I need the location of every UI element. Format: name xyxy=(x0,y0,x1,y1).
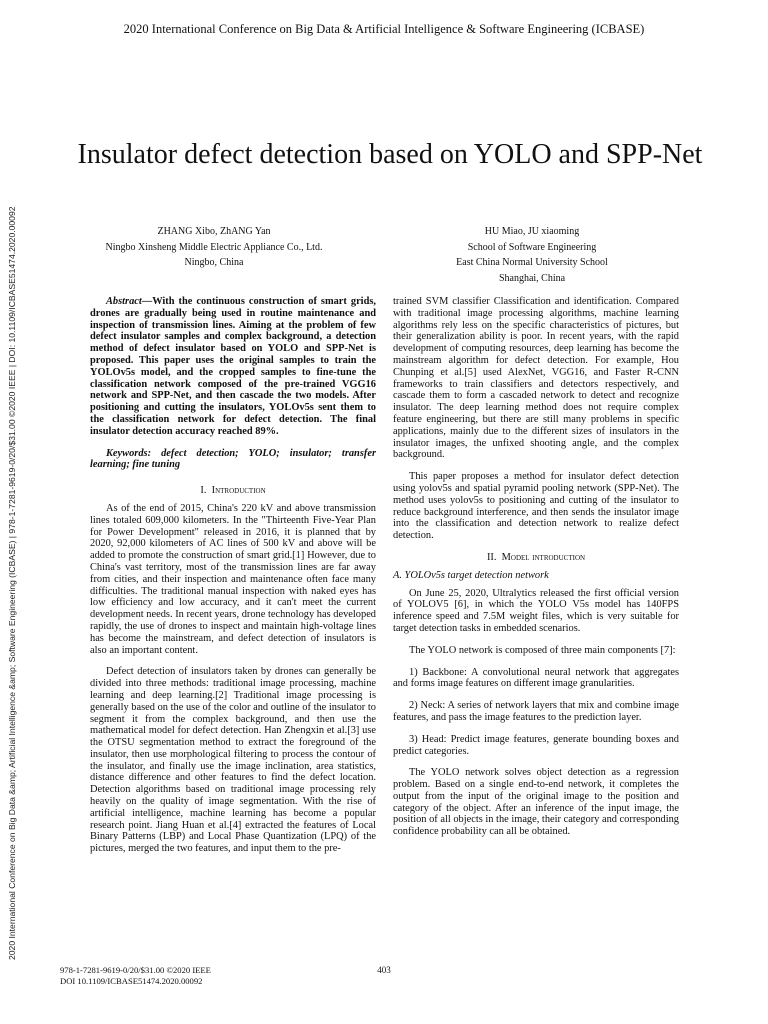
author-block-right xyxy=(382,224,682,286)
body-paragraph-method: This paper proposes a method for insulator defect detection using yolov5s and spatial pyramid pooling network (SPP-Net). The method uses yolov5s to positioning and cutting of the insulator to reduce background interference, and then sends the insulator image into the classification and detection network to realize defect detection. xyxy=(393,471,679,542)
section-heading-model xyxy=(393,552,679,564)
conference-header: 2020 International Conference on Big Data & Artificial Intelligence & Software Engineering (ICBASE) xyxy=(123,22,645,36)
sidebar-citation: 2020 International Conference on Big Data &amp; Artificial Intelligence &amp; Software Engineering (ICBASE) | 978-1-7281-9619-0/20/$31.00 ©2020 IEEE | DOI: 10.1109/ICBASE51474.2020.00092 xyxy=(7,206,17,960)
keywords: Keywords: defect detection; YOLO; insulator; transfer learning; fine tuning xyxy=(90,447,376,471)
author-names: ZHANG Xibo, ZhANG Yan xyxy=(157,226,271,237)
section-title: Introduction xyxy=(211,485,266,497)
author-block-left xyxy=(64,224,364,271)
list-item-neck: 2) Neck: A series of network layers that mix and combine image features, and pass the image features to the prediction layer. xyxy=(393,700,679,723)
section-title: Model introduction xyxy=(501,551,586,563)
intro-paragraph-1: As of the end of 2015, China's 220 kV and above transmission lines totaled 609,000 kilometers. In the "Thirteenth Five-Year Plan for Power Development" released in 2016, it is planned that by 2020, 92,000 kilometers of AC lines of 500 kV and above will be added to promote the construction of smart grid.[1] However, due to China's vast territory, most of the transmission lines are far away from cities, and their inspection and maintenance often face many difficulties. The traditional manual inspection with naked eyes has low efficiency and low accuracy, and it can't meet the current development needs. In recent years, drone technology has developed rapidly, the use of drones to inspect and maintain high-voltage lines has become the mainstream, and defect detection of insulators is also an important content. xyxy=(90,502,376,656)
body-paragraph-continued: trained SVM classifier Classification and identification. Compared with traditional image processing algorithms, machine learning algorithms rely less on the specific characteristics of pictures, but their generalization ability is poor. In recent years, with the rapid development of computing resources, deep learning has become the mainstream algorithm for defect detection. For example, Hou Chunping et al.[5] used AlexNet, VGG16, and Faster R-CNN frameworks to train classifiers and detectors respectively, and cascade them to form a cascaded network to detect and recognize insulator. The deep learning method does not require complex feature engineering, but there are still many problems in specific applications, mainly due to the different sizes of insulators in the insulator images, the unfixed shooting angle, and the complex background. xyxy=(393,296,679,461)
body-paragraph: The YOLO network solves object detection as a regression problem. Based on a single end-to-end network, it completes the output from the input of the original image to the position and category of the object. After an inference of the input image, the position of all objects in the image, their category and corresponding confidence probability can all be obtained. xyxy=(393,767,679,838)
body-paragraph: The YOLO network is composed of three main components [7]: xyxy=(409,644,676,656)
footer-doi: DOI 10.1109/ICBASE51474.2020.00092 xyxy=(60,975,203,986)
abstract-label: Abstract xyxy=(106,296,142,307)
intro-paragraph-2: Defect detection of insulators taken by drones can generally be divided into three methods: traditional image processing, machine learning and deep learning.[2] Traditional image processing is generally based on the use of the color and outline of the insulator to segment it from the complex background, and then use the mathematical model for defect detection. Han Zhengxin et al.[3] use the OTSU segmentation method to extract the foreground of the insulator, then use morphological filtering to process the contour of the insulator, and finally use the image inclination, area statistics, distance difference and other features to find the defect location. Detection algorithms based on traditional image processing rely heavily on the quality of image segmentation. With the rise of artificial intelligence, machine learning has become a popular research point. Jiang Huan et al.[4] extracted the features of Local Binary Patterns (LBP) and Local Phase Quantization (LPQ) of the pictures, merged the two features, and input them to the pre- xyxy=(90,666,376,855)
list-item-head: 3) Head: Predict image features, generate bounding boxes and predict categories. xyxy=(393,733,679,757)
author-affiliation: School of Software Engineering xyxy=(467,241,597,253)
list-item-backbone: 1) Backbone: A convolutional neural network that aggregates and forms image features on different image granularities. xyxy=(393,666,679,690)
left-column xyxy=(90,296,376,865)
abstract-text: —With the continuous construction of smart grids, drones are gradually being used in routine maintenance and inspection of transmission lines. Aiming at the problem of few defect insulator samples and complex background, a detection method of defect insulator based on YOLO and SPP-Net is proposed. This paper uses the original samples to train the YOLOv5s model, and the cropped samples to fine-tune the classification network composed of the pre-trained VGG16 network and SPP-Net, and then cascade the two models. After positioning and cutting the insulators, YOLOv5s sent them to the classification network for defect detection. The final insulator detection accuracy reached 89%. xyxy=(90,296,376,437)
page-number: 403 xyxy=(377,965,391,975)
body-paragraph: On June 25, 2020, Ultralytics released the first official version of YOLOV5 [6], in which the YOLO V5s model has 140FPS inference speed and 7.5M weight files, which is very suitable for target detection tasks in embedded scenarios. xyxy=(393,587,679,634)
author-affiliation-2: East China Normal University School xyxy=(456,257,608,268)
subsection-heading: A. YOLOv5s target detection network xyxy=(393,569,549,581)
section-number: I. xyxy=(200,485,207,497)
section-heading-introduction xyxy=(90,485,376,497)
author-affiliation: Ningbo Xinsheng Middle Electric Appliance Co., Ltd. xyxy=(105,241,323,253)
author-names: HU Miao, JU xiaoming xyxy=(484,226,580,237)
abstract xyxy=(90,296,376,438)
footer-isbn: 978-1-7281-9619-0/20/$31.00 ©2020 IEEE xyxy=(60,965,211,975)
author-location: Shanghai, China xyxy=(498,272,566,284)
section-number: II. xyxy=(486,551,497,563)
paper-title: Insulator defect detection based on YOLO and SPP-Net xyxy=(77,139,703,170)
author-location: Ningbo, China xyxy=(184,257,244,268)
right-column xyxy=(393,296,679,848)
